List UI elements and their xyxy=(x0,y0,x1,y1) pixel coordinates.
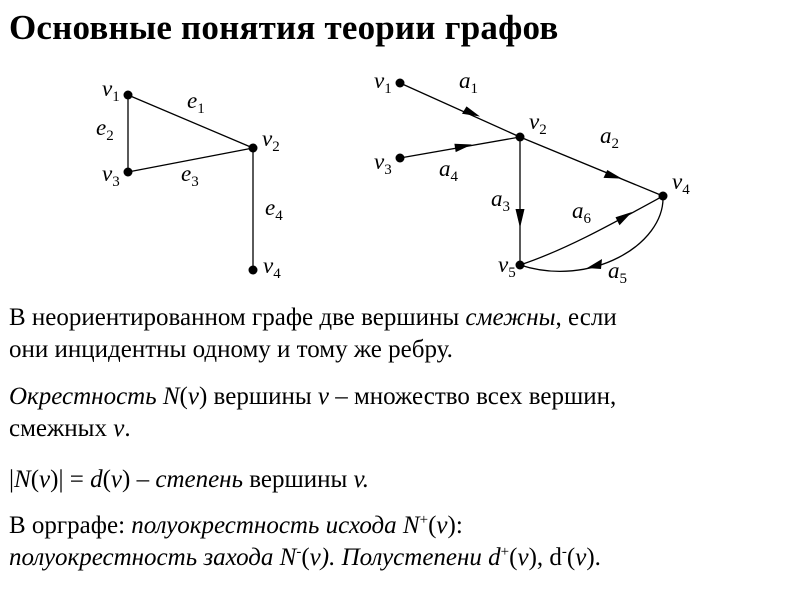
label-a1: $a_1$ xyxy=(459,68,478,97)
vertex-v2 xyxy=(249,144,258,153)
vertex-v1 xyxy=(124,91,133,100)
paragraph-digraph: В орграфе: полуокрестность исхода N+(v): полуокрестность захода N-(v). Полустепени d+(v), d-(v). xyxy=(9,512,601,571)
label-a5: $a_5$ xyxy=(608,258,627,287)
vertex-v4 xyxy=(249,266,258,275)
arrowhead-a5 xyxy=(587,259,602,269)
label-v5: $v_5$ xyxy=(498,252,516,281)
vertex-v3 xyxy=(124,168,133,177)
vertex-v4 xyxy=(659,192,668,201)
paragraph-degree: |N(v)| = d(v) – степень вершины v. xyxy=(9,466,370,493)
label-v3: $v_3$ xyxy=(374,149,392,178)
paragraph-adjacency: В неориентированном графе две вершины смежны, если они инцидентны одному и тому же ребру. xyxy=(9,304,617,363)
arrowhead-a1 xyxy=(462,106,480,116)
paragraph-neighborhood: Окрестность N(v) вершины v – множество всех вершин, смежных v. xyxy=(9,383,617,442)
arrowhead-a3 xyxy=(516,209,525,228)
directed-graph xyxy=(374,68,690,287)
label-e4: $e_4$ xyxy=(265,195,283,224)
label-e3: $e_3$ xyxy=(181,161,199,190)
label-e1: $e_1$ xyxy=(187,88,205,117)
vertex-v5 xyxy=(516,261,525,270)
label-v2: $v_2$ xyxy=(262,126,280,155)
arc-a2 xyxy=(520,137,663,196)
label-v1: $v_1$ xyxy=(102,76,120,105)
label-v3: $v_3$ xyxy=(102,161,120,190)
arrowhead-a2 xyxy=(604,170,623,179)
vertex-v3 xyxy=(396,154,405,163)
label-e2: $e_2$ xyxy=(96,115,114,144)
arrowhead-a6 xyxy=(616,212,633,225)
arc-a6 xyxy=(520,196,663,265)
label-v4: $v_4$ xyxy=(672,169,690,198)
undirected-graph xyxy=(96,76,283,282)
label-a3: $a_3$ xyxy=(491,186,510,215)
page-title: Основные понятия теории графов xyxy=(9,8,559,47)
label-a4: $a_4$ xyxy=(439,156,458,185)
label-v4: $v_4$ xyxy=(263,253,281,282)
vertex-v1 xyxy=(396,79,405,88)
arrowhead-a4 xyxy=(454,144,472,152)
label-v2: $v_2$ xyxy=(529,109,547,138)
label-v1: $v_1$ xyxy=(374,68,392,97)
vertex-v2 xyxy=(516,133,525,142)
label-a2: $a_2$ xyxy=(600,123,619,152)
label-a6: $a_6$ xyxy=(572,198,591,227)
